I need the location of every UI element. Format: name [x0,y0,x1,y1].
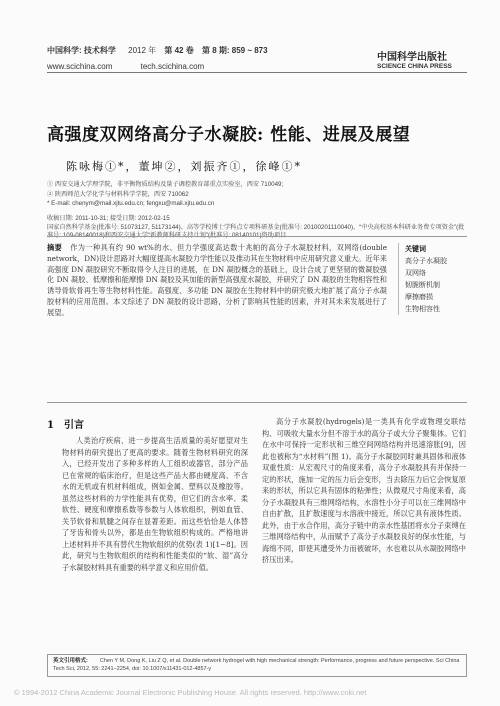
section-heading-introduction: 1 引言 [47,420,84,431]
affiliation-2: ② 陕西师范大学化学与材料科学学院，西安 710062 [47,190,189,198]
publisher-logo-english: SCIENCE CHINA PRESS [377,63,452,70]
journal-url-tech[interactable]: tech.scichina.com [140,62,205,71]
journal-header [47,47,268,55]
keywords-label: 关键词 [405,244,426,253]
citation-box [47,654,467,677]
affiliation-1: ① 西安交通大学理学院，非平衡物质结构及量子调控教育部重点实验室，西安 710049; [47,181,284,188]
intro-paragraph-left: 人类治疗疾病、进一步提高生活质量的美好愿望对生物材料的研究提出了更高的要求。随着生物材料研究的深入，已经开发出了多种多样的人工组织或器官，部分产品已在常规的临床治疗，但是这些产品大都由硬度高、不含水的无机或有机材料组成，例如金属、塑料以及橡胶等。虽然这些材料的力学性能具有优势，但它们的含水率、柔软性、硬度和摩擦系数等参数与人体软组织，例如血管、关节软骨和肌腱之间存在显著差距。而这些恰恰是人体替了牙齿和骨头以外，都是由生物软组织构成的。严格地讲上述材料并不具有替代生物软组织的优势(表 1)[1~8]。因此，研究与生物软组织的结构和性能类似的“软、湿”高分子水凝胶材料具有重要的科学意义和应用价值。 [62,436,248,572]
paper-authors: 陈咏梅①*，董坤②，刘振齐①，徐峰①* [66,160,302,173]
affiliations [47,180,283,209]
journal-year: 2012 年 [128,46,157,55]
keyword-item: 高分子水凝胶 [405,257,447,265]
citation-label: 英文引用格式: [53,658,88,664]
funding-statement: 国家自然科学基金(批准号: 51073127, 51173144)、高等学校博士学科点专项科研基金(批准号: 20100201110040)、“中央高校基本科研业务费专项资金”(批 [47,223,465,231]
citation-text: Chen Y M, Dong K, Liu Z Q, et al. Double network hydrogel with high mechanical strength: Performance, progress and future perspective. Sci China Tech Sci, 2012, 55: 2241−2254, doi: 10.1007/s11431-012-4857-y [53,658,460,672]
keywords-box [398,243,467,315]
keyword-item: 生物相容性 [405,305,440,313]
copyright-footer: © 1994-2012 China Academic Journal Electronic Publishing House. All rights reserved. http://www.cnki.net [14,688,367,697]
abstract-top-rule [47,236,467,237]
intro-paragraph-right: 高分子水凝胶(hydrogels)是一类具有化学或物理交联结构、可吸收大量水分但不溶于水的高分子或大分子聚集体。它们在水中可保持一定形状和三维空间网络结构并迅速溶胀[9]，因此也被称为“水材料”(图 1)。高分子水凝胶同时兼具固体和液体双重性质：从宏观尺寸的角度来看，高分子水凝胶具有并保持一定的形状，施加一定的压力后会变形，当去除压力后它会恢复原来的形状，所以它具有固体的粘弹性；从微观尺寸角度来看，高分子水凝胶具有三维网络结构，水溶性小分子可以在三维网络中自由扩散，且扩散速度与水溶液中接近，所以它具有液体性质。此外，由于水合作用，高分子链中的亲水性基团将水分子束缚在三维网络结构中，从而赋予了高分子水凝胶良好的保水性能，与海绵不同，即使其遭受外力而被破坏，水也难以从水凝胶网络中挤压出来。 [262,417,466,564]
keyword-item: 摩擦磨损 [405,293,433,301]
journal-url-main[interactable]: www.scichina.com [47,62,113,71]
paper-title: 高强度双网络高分子水凝胶: 性能、进展及展望 [47,125,411,145]
abstract [47,243,387,319]
received-dates: 收稿日期: 2011-10-31; 接受日期: 2012-02-15 [47,215,170,222]
header-rule [47,72,467,73]
abstract-bottom-rule [47,402,467,403]
publisher-logo-chinese: 中国科学出版社 [377,52,447,63]
abstract-label: 摘要 [47,243,63,252]
author-email[interactable]: * E-mail: chenym@mail.xjtu.edu.cn; fengxu@mail.xjtu.edu.cn [47,200,215,207]
publisher-logo [377,48,467,70]
journal-issue: 第 8 期: 859 ~ 873 [201,46,268,55]
keyword-item: 双网络 [405,269,426,277]
journal-name: 中国科学: 技术科学 [47,46,116,55]
keyword-item: 韧脆断机制 [405,281,440,289]
journal-urls [47,62,230,71]
journal-volume: 第 42 卷 [164,46,194,55]
abstract-text: 作为一种具有约 90 wt%的水、但力学强度高达数十兆帕的高分子水凝胶材料，双网络(double network，DN)设计思路对大幅度提高水凝胶力学性能以及推动其在生物材料中应用研究意义重大。近年来高强度 DN 凝胶研究不断取得令人注目的进展，在 DN 凝胶概念的基础上，设计合成了更坚韧的微凝胶强化 DN 凝胶、低摩擦和能摩擦 DN 凝胶及其加能的新型高强度水凝胶，并研究了 DN 凝胶的生物相容性和诱导骨软骨再生等生物材料性能。高强度、多功能 DN 凝胶在生物材料中的研究极大地扩展了高分子水凝胶材料的应用范围。本文综述了 DN 凝胶的设计思路，分析了影响其性能的因素，并对其未来发展进行了展望。 [47,243,387,317]
